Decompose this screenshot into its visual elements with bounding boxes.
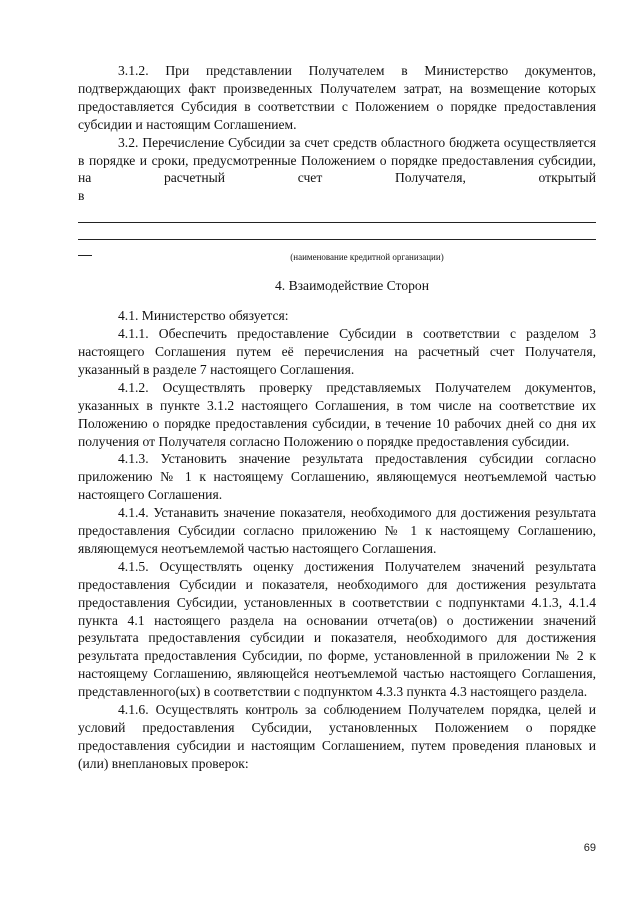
page-number: 69	[583, 842, 596, 854]
section-4-heading: 4. Взаимодействие Сторон	[275, 278, 429, 294]
bank-name-blank-line-2	[78, 239, 596, 240]
paragraph-4-1-3: 4.1.3. Установить значение результата предоставления субсидии согласно приложению № 1 к настоящему Соглашению, являющемуся неотъемлемой частью настоящего Соглашения.	[78, 451, 596, 503]
paragraph-4-1-1: 4.1.1. Обеспечить предоставление Субсидии в соответствии с разделом 3 настоящего Соглашения путем её перечисления на расчетный счет Получателя, указанный в разделе 7 настоящего Соглашения.	[78, 326, 596, 377]
paragraph-4-1-2: 4.1.2. Осуществлять проверку представляемых Получателем документов, указанных в пункте 3.1.2 настоящего Соглашения, в том числе на соответствие их Положению о порядке предоставления субсидии, в течение 10 рабочих дней со дня их получения от Получателя согласно Положению о порядке предоставления субсидии.	[78, 379, 596, 449]
paragraph-4-1: 4.1. Министерство обязуется:	[118, 308, 289, 324]
paragraph-3-2-tail: в	[78, 188, 85, 204]
document-body	[78, 62, 596, 773]
paragraph-4-1-6: 4.1.6. Осуществлять контроль за соблюдением Получателем порядка, целей и условий предоставления Субсидии, установленных Положением о порядке предоставления субсидии и настоящим Соглашением, путем проведения плановых и (или) внеплановых проверок:	[78, 702, 596, 771]
paragraph-4-1-4: 4.1.4. Устанавить значение показателя, необходимого для достижения результата предоставления Субсидии согласно приложению № 1 к настоящему Соглашению, являющемуся неотъемлемой частью настоящего Соглашения.	[78, 505, 596, 556]
paragraph-3-1-2: 3.1.2. При представлении Получателем в Министерство документов, подтверждающих факт произведенных Получателем затрат, на возмещение которых предоставляется Субсидия в соответствии с Положением о порядке предоставления субсидии и настоящим Соглашением.	[78, 63, 596, 132]
paragraph-3-2: 3.2. Перечисление Субсидии за счет средств областного бюджета осуществляется в порядке и сроки, предусмотренные Положением о порядке предоставления субсидии, на расчетный счет Получателя, открытый	[78, 134, 596, 186]
bank-name-blank-line-1	[78, 222, 596, 223]
paragraph-4-1-5: 4.1.5. Осуществлять оценку достижения Получателем значений результата предоставления Субсидии и показателя, необходимого для достижения результата предоставления Субсидии, установленных в соответствии с подпунктами 4.1.3, 4.1.4 пункта 4.1 настоящего раздела на основании отчета(ов) о достижении значений результата предоставления субсидии и показателя, необходимого для достижения результата предоставления Субсидии, по форме, установленной в приложении № 2 к настоящему Соглашению, являющейся неотъемлемой частью настоящего Соглашения, представленного(ых) в соответствии с подпунктом 4.3.3 пункта 4.3 настоящего раздела.	[78, 558, 596, 700]
bank-name-caption: (наименование кредитной организации)	[290, 252, 444, 263]
